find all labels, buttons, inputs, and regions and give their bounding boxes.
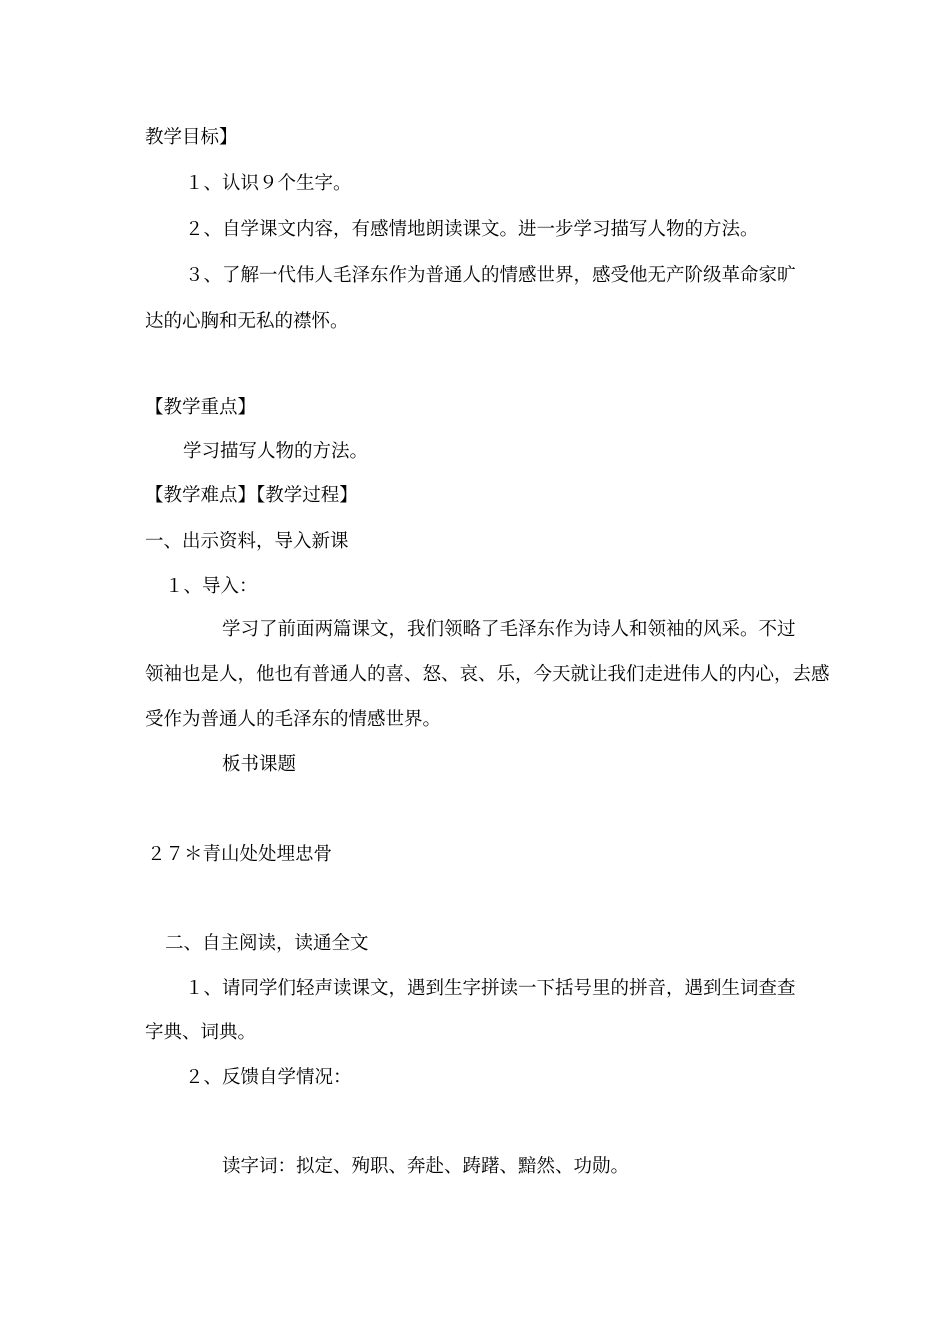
section-1-paragraph-line-3: 受作为普通人的毛泽东的情感世界。 <box>145 709 442 730</box>
section-1-paragraph-line-2: 领袖也是人，他也有普通人的喜、怒、哀、乐，今天就让我们走进伟人的内心，去感 <box>145 664 830 685</box>
section-1-title: 一、出示资料，导入新课 <box>145 531 349 552</box>
section-2-title: 二、自主阅读，读通全文 <box>165 933 369 954</box>
key-point-heading: 【教学重点】 <box>145 397 257 418</box>
vocabulary-words: 读字词：拟定、殉职、奔赴、踌躇、黯然、功勋。 <box>222 1156 630 1177</box>
section-2-step-1-line-2: 字典、词典。 <box>145 1022 257 1043</box>
section-2-step-1-line-1: １、请同学们轻声读课文，遇到生字拼读一下括号里的拼音，遇到生词查查 <box>185 978 796 999</box>
key-point-text: 学习描写人物的方法。 <box>183 441 369 462</box>
section-2-step-2: ２、反馈自学情况： <box>185 1067 352 1088</box>
lesson-title: ２７＊青山处处埋忠骨 <box>147 844 333 865</box>
board-title-note: 板书课题 <box>222 754 297 775</box>
objective-item-2: ２、自学课文内容，有感情地朗读课文。进一步学习描写人物的方法。 <box>185 219 759 240</box>
objective-item-3-line-1: ３、了解一代伟人毛泽东作为普通人的情感世界，感受他无产阶级革命家旷 <box>185 265 796 286</box>
section-1-paragraph-line-1: 学习了前面两篇课文，我们领略了毛泽东作为诗人和领袖的风采。不过 <box>222 619 796 640</box>
objective-item-1: １、认识９个生字。 <box>185 173 352 194</box>
objectives-heading: 教学目标】 <box>145 127 238 148</box>
section-1-step-1: １、导入： <box>165 576 258 597</box>
difficulty-process-heading: 【教学难点】【教学过程】 <box>145 485 358 506</box>
objective-item-3-line-2: 达的心胸和无私的襟怀。 <box>145 311 349 332</box>
